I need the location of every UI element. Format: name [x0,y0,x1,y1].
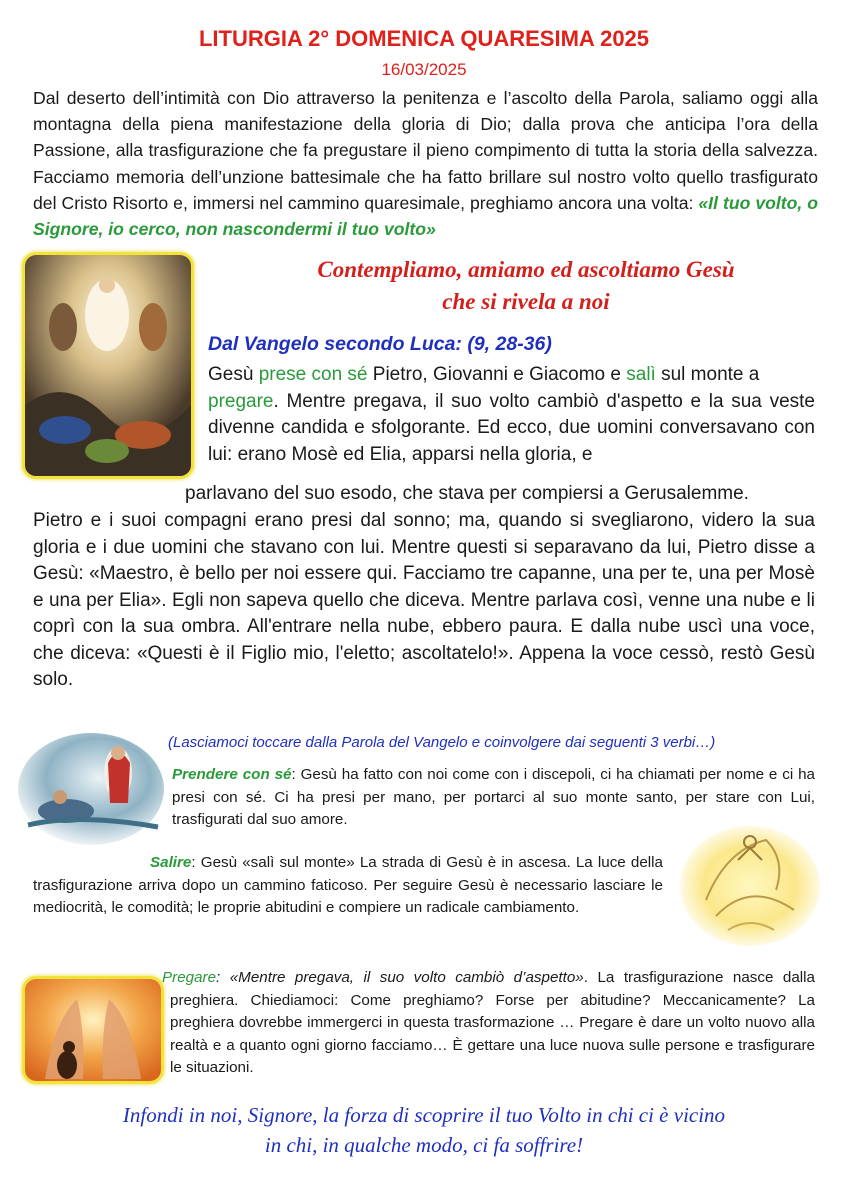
verb-pregare-paragraph [162,967,815,1080]
intro-paragraph [33,85,818,242]
closing-prayer-line1: Infondi in noi, Signore, la forza di scoprire il tuo Volto in chi ci è vicino [122,1103,726,1127]
gospel-verb-salire: salì [626,364,656,385]
closing-prayer [0,1100,848,1160]
verb-prendere-label: Prendere con sé [172,766,292,783]
gospel-text: sul monte a [655,364,760,385]
closing-prayer-line2: in chi, in qualche modo, ci fa soffrire! [264,1133,584,1157]
verb-salire-label: Salire [150,854,192,871]
gospel-line-esodo: parlavano del suo esodo, che stava per compiersi a Gerusalemme. [185,483,749,504]
verb-salire-text: : Gesù «salì sul monte» La strada di Gesù è in ascesa. La luce della trasfigurazione arriva dopo un cammino faticoso. Per seguire Gesù è necessario lasciare le mediocrità, le comodità; le proprie abitudini e compiere un radicale cambiamento. [33,854,663,917]
gospel-block2 [208,389,815,469]
intro-quote: «Il tuo volto, o Signore, io cerco, non nascondermi il tuo volto» [33,192,818,240]
section-heading [226,254,826,318]
gospel-paragraph-main: Pietro e i suoi compagni erano presi dal sonno; ma, quando si svegliarono, videro la sua gloria e i due uomini che stavano con lui. Mentre questi si separavano da lui, Pietro disse a Gesù: «Maestro, è bello per noi essere qui. Facciamo tre capanne, una per te, una per Mosè e una per Elia». Egli non sapeva quello che diceva. Mentre parlava così, venne una nube e li coprì con la sua ombra. All'entrare nella nube, ebbero paura. E dalla nube uscì una voce, che diceva: «Questi è il Figlio mio, l'eletto; ascoltatelo!». Appena la voce cessò, restò Gesù solo. [33,510,815,690]
verb-pregare-quote: : «Mentre pregava, il suo volto cambiò d’aspetto» [216,969,584,986]
gospel-source: Dal Vangelo secondo Luca: (9, 28-36) [208,333,552,355]
praying-hands-image [22,976,164,1084]
gospel-text: Gesù [208,364,259,385]
gospel-verb-pregare: pregare [208,390,274,412]
gospel-text: Pietro, Giovanni e Giacomo e [367,364,627,385]
section-heading-line1: Contempliamo, amiamo ed ascoltiamo Gesù [317,257,735,282]
page-title: LITURGIA 2° DOMENICA QUARESIMA 2025 [198,26,650,51]
verb-pregare-text: . La trasfigurazione nasce dalla preghiera. Chiediamoci: Come preghiamo? Forse per abitudine? Meccanicamente? La preghiera dovrebbe immergerci in questa trasformazione … Pregare è dare un volto nuovo alla realtà e a quanto ogni giorno facciamo… È gettare una luce nuova sulle persone e trasfigurare le situazioni. [170,969,815,1077]
verbs-intro-note: (Lasciamoci toccare dalla Parola del Vangelo e coinvolgere dai seguenti 3 verbi…) [168,734,716,751]
section-heading-line2: che si rivela a noi [442,289,610,314]
transfiguration-sketch [676,820,824,950]
verb-prendere-text: : Gesù ha fatto con noi come con i discepoli, ci ha chiamati per nome e ci ha presi con sé. Ci ha presi per mano, per portarci al suo monte santo, per stare con Lui, trasfigurati dal suo amore. [172,766,815,829]
gospel-lines-right [208,362,815,468]
jesus-saves-peter-image [18,733,164,845]
transfiguration-painting [22,252,194,479]
verb-pregare-label: Pregare [162,969,217,986]
intro-text: Dal deserto dell’intimità con Dio attraverso la penitenza e l’ascolto della Parola, saliamo oggi alla montagna della piena manifestazione della gloria di Dio; dalla prova che anticipa l’ora della Passione, alla trasfigurazione che fa pregustare il pieno compimento di tutta la storia della salvezza. Facciamo memoria dell’unzione battesimale che ha fatto brillare sul nostro volto quello trasfigurato del Cristo Risorto e, immersi nel cammino quaresimale, preghiamo ancora una volta: [33,88,818,213]
gospel-text: . Mentre pregava, il suo volto cambiò d'aspetto e la sua veste divenne candida e sfolgorante. Ed ecco, due uomini conversavano con lui: erano Mosè ed Elia, apparsi nella gloria, e [208,390,815,465]
gospel-verb-prendere: prese con sé [258,364,368,385]
gospel-line1 [208,362,815,389]
page-date: 16/03/2025 [381,60,467,79]
verb-salire-paragraph [33,852,663,920]
